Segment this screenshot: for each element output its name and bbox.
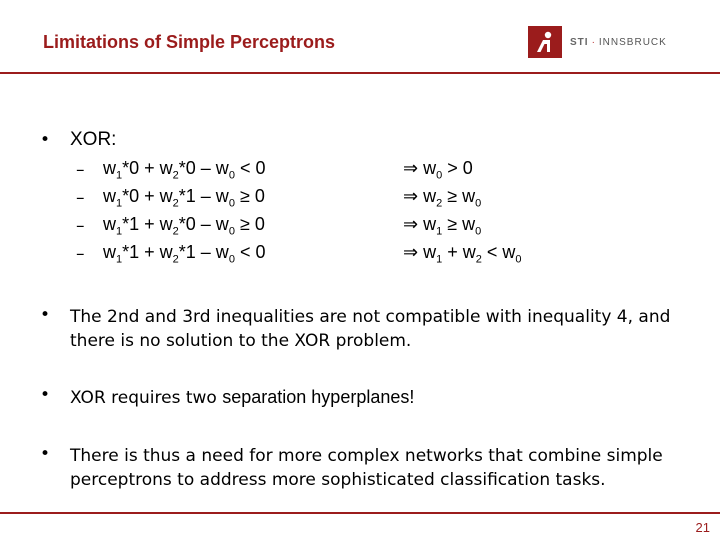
dash-marker: –	[76, 244, 85, 264]
dash-marker: –	[76, 188, 85, 208]
slide-title: Limitations of Simple Perceptrons	[43, 32, 336, 52]
sti-person-icon	[528, 26, 562, 58]
inequality-lhs-4: $w_1*1 + w_2*1 - w_0 < 0$	[103, 242, 266, 266]
page-number: 21	[695, 520, 710, 535]
inequality-rhs-3: ⇒ $w_1 \ge w_0$	[403, 214, 482, 238]
hyperplanes-note: XOR requires two separation hyperplanes!	[70, 387, 415, 408]
sti-logo	[528, 26, 667, 58]
dash-marker: –	[76, 216, 85, 236]
complex-networks-note: There is thus a need for more complex networks that combine simple perceptrons to address more sophisticated classification tasks.	[70, 446, 663, 490]
bullet-dot: •	[40, 305, 51, 325]
bullet-dot: •	[40, 130, 51, 150]
inequality-lhs-1: $w_1*0 + w_2*0 - w_0 < 0$	[103, 158, 266, 182]
bullet-dot: •	[40, 385, 51, 405]
inequality-rhs-1: ⇒ $w_0 > 0$	[403, 158, 473, 182]
header-divider	[0, 72, 720, 74]
inequality-rhs-2: ⇒ $w_2 \ge w_0$	[403, 186, 482, 210]
inequality-lhs-2: $w_1*0 + w_2*1 - w_0 \ge 0$	[103, 186, 265, 210]
inequality-lhs-3: $w_1*1 + w_2*0 - w_0 \ge 0$	[103, 214, 265, 238]
logo-wordmark: STI · INNSBRUCK	[570, 36, 667, 48]
footer-divider	[0, 512, 720, 514]
xor-heading: XOR:	[70, 129, 117, 150]
dash-marker: –	[76, 160, 85, 180]
bullet-dot: •	[40, 444, 51, 464]
inequality-rhs-4: ⇒ $w_1 + w_2 < w_0$	[403, 242, 522, 266]
compatibility-note: The 2nd and 3rd inequalities are not compatible with inequality 4, and there is no solution to the XOR problem.	[70, 307, 671, 351]
